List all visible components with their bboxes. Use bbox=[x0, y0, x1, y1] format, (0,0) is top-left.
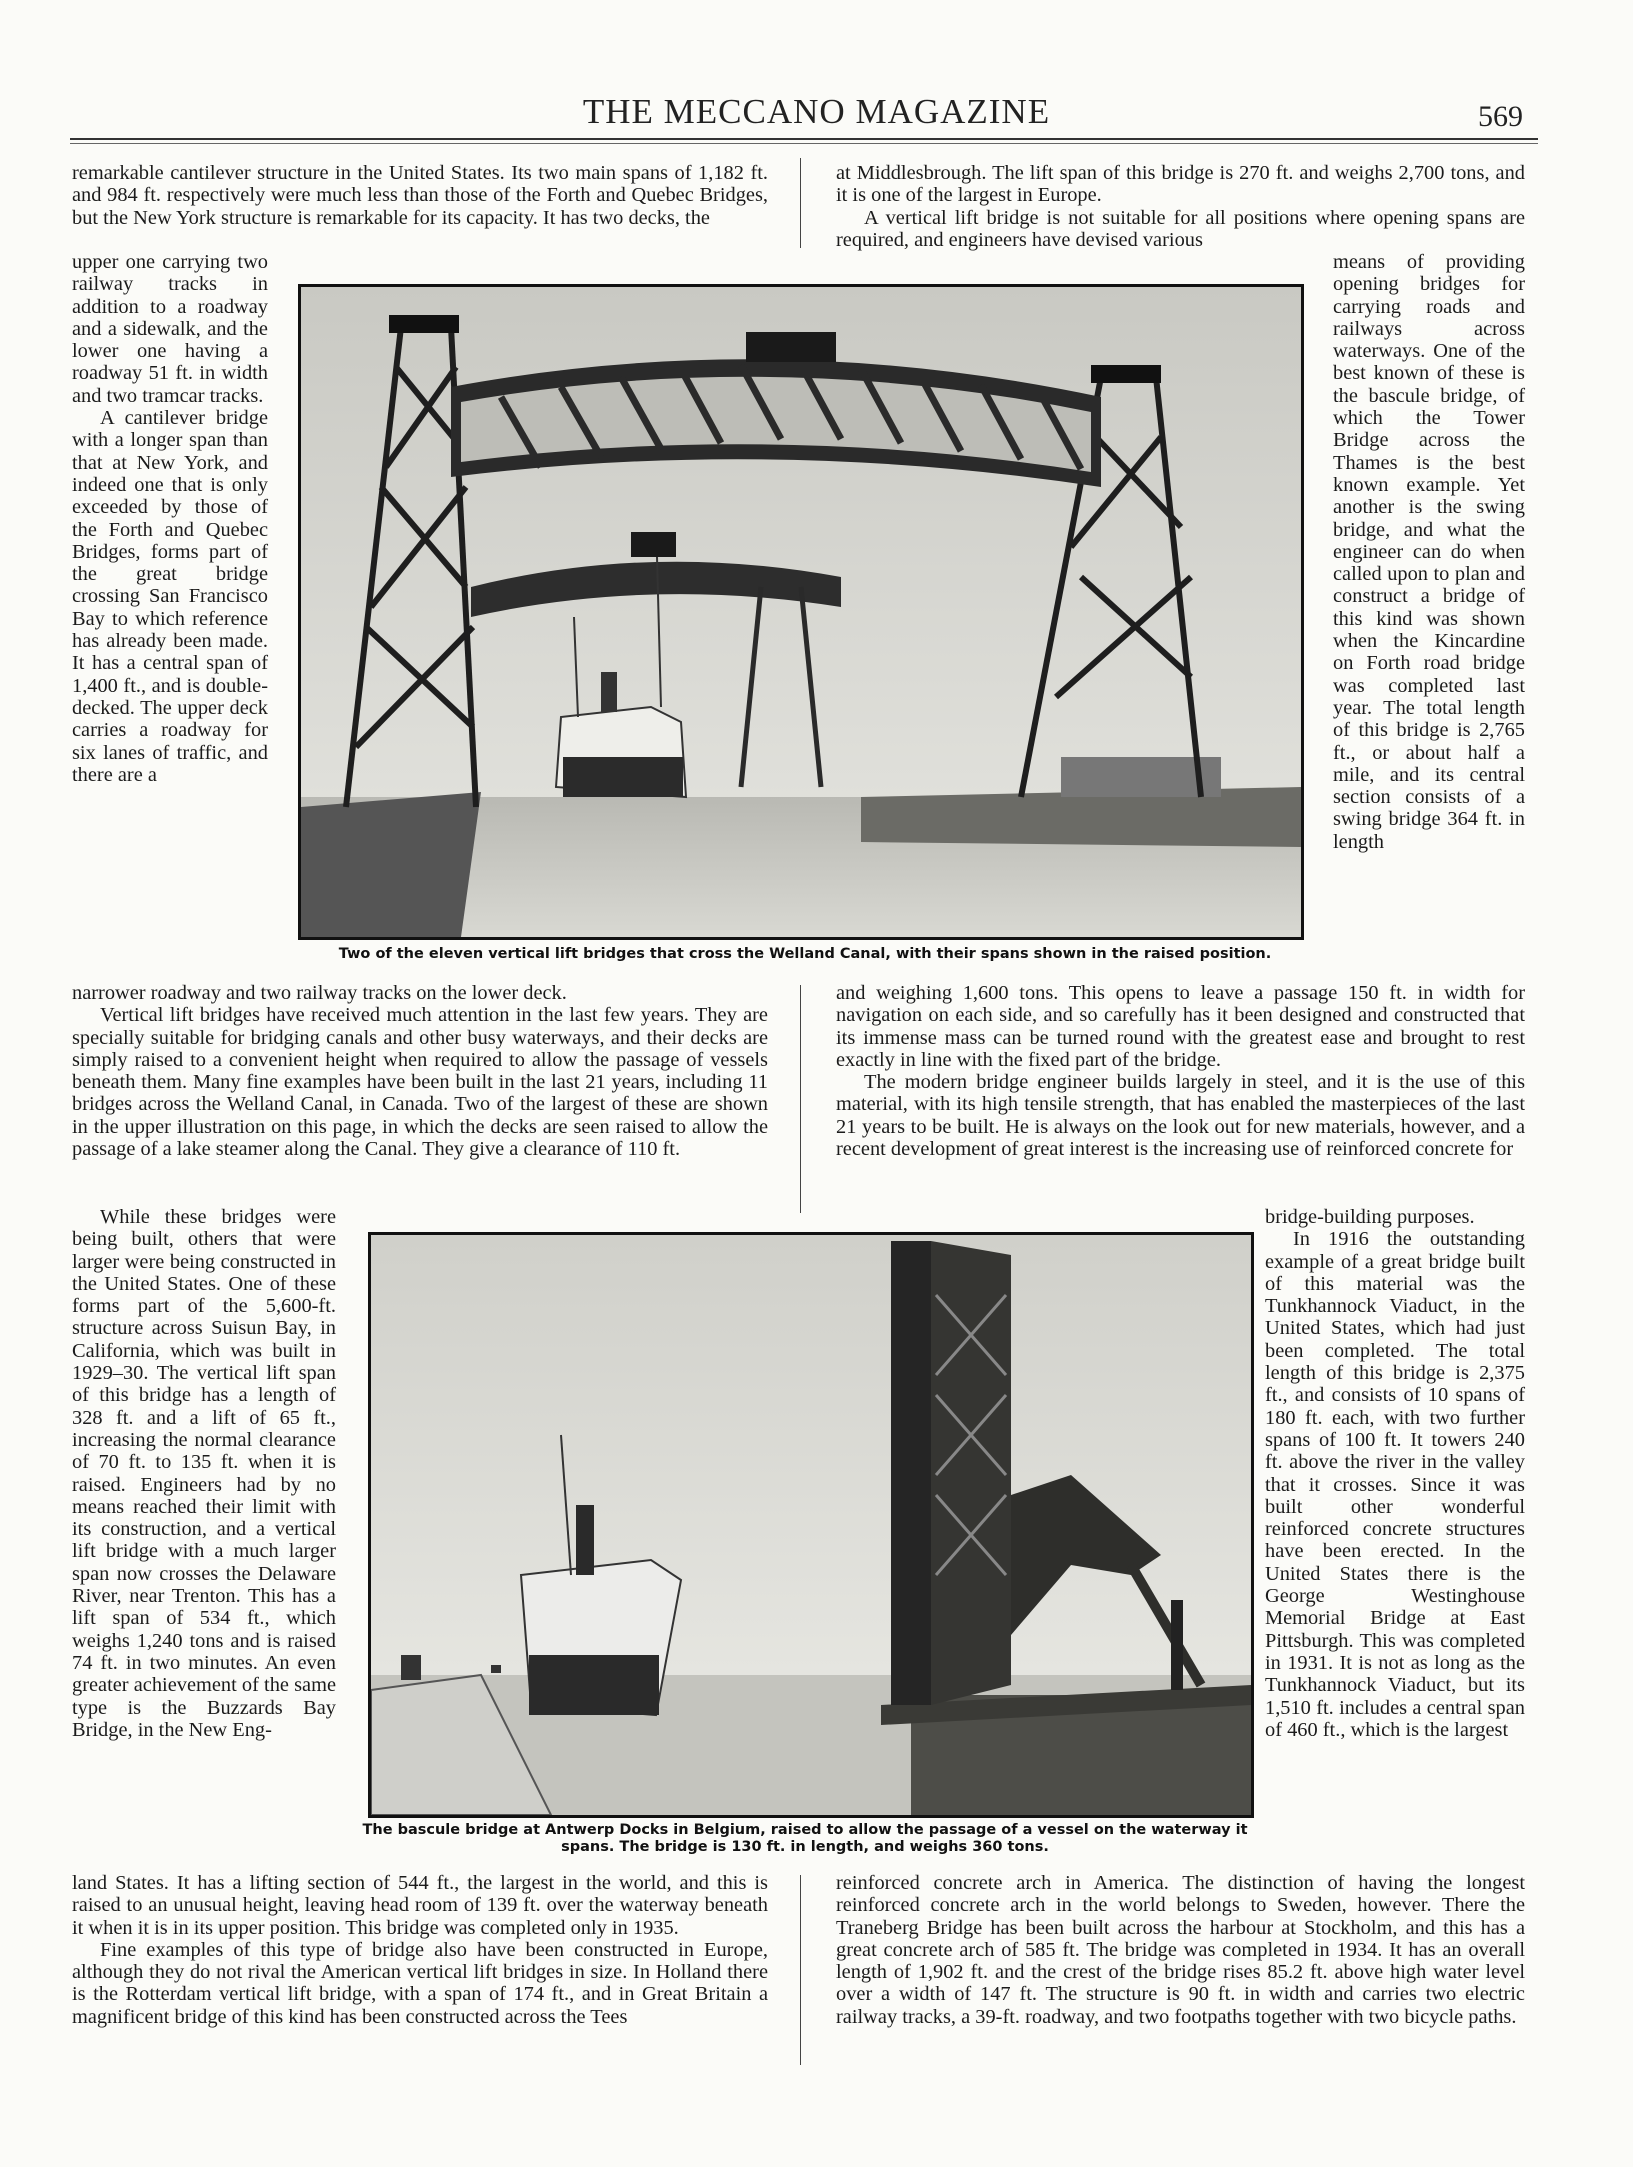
column-divider bbox=[800, 1875, 801, 2065]
photo-caption: The bascule bridge at Antwerp Docks in Belgium, raised to allow the passage of a vessel on the waterway it spans. The bridge is 130 ft. in length, and weighs 360 tons. bbox=[362, 1822, 1248, 1855]
paragraph bbox=[72, 1206, 336, 1741]
paragraph: A vertical lift bridge is not suitable for all positions where opening spans are required, and engineers have devised various bbox=[836, 206, 1525, 251]
magazine-title: THE MECCANO MAGAZINE bbox=[582, 92, 1051, 131]
paragraph: The modern bridge engineer builds largely in steel, and it is the use of this material, with its high tensile strength, that has enabled the masterpieces of the last 21 years to be built. He is always on the look out for new materials, however, and a recent development of great interest is the increasing use of reinforced concrete for bbox=[836, 1071, 1525, 1161]
bascule-bridge-illustration bbox=[371, 1235, 1251, 1815]
paragraph: Vertical lift bridges have received much attention in the last few years. They are specially suitable for bridging canals and other busy waterways, and their decks are simply raised to a convenient height when required to allow the passage of vessels beneath them. Many fine examples have been built in the last 21 years, including 11 bridges across the Welland Canal, in Canada. Two of the largest of these are shown in the upper illustration on this page, in which the decks are seen raised to allow the passage of a lake steamer along the Canal. They give a clearance of 110 ft. bbox=[72, 1004, 768, 1161]
paragraph: reinforced concrete arch in America. The distinction of having the longest reinforced concrete arch in the world belongs to Sweden, however. There the Traneberg Bridge has been built across the harbour at Stockholm, and this has a great concrete arch of 585 ft. The bridge was completed in 1934. It has an overall length of 1,902 ft. and the crest of the bridge rises 85.2 ft. above high water level over a width of 147 ft. The structure is 90 ft. in width and carries two electric railway tracks, a 39-ft. roadway, and two footpaths together with two bicycle paths. bbox=[836, 1872, 1525, 2028]
paragraph: and weighing 1,600 tons. This opens to leave a passage 150 ft. in width for navigation on each side, and so carefully has it been designed and constructed that its immense mass can be turned round with the greatest ease and brought to rest exactly in line with the fixed part of the bridge. bbox=[836, 982, 1525, 1071]
text-wrap-right bbox=[1265, 1206, 1525, 1741]
column-divider bbox=[800, 985, 801, 1213]
paragraph: A cantilever bridge with a longer span than that at New York, and indeed one that is only exceeded by those of the Forth and Quebec Bridges, forms part of the great bridge crossing San Francisco Bay to which reference has already been made. It has a central span of 1,400 ft., and is double-decked. The upper deck carries a roadway for six lanes of traffic, and there are a bbox=[72, 407, 268, 786]
paragraph: at Middlesbrough. The lift span of this bridge is 270 ft. and weighs 2,700 tons, and it is one of the largest in Europe. bbox=[836, 162, 1525, 207]
photo-welland-lift-bridges bbox=[298, 284, 1304, 940]
text-block-left-bottom bbox=[72, 1872, 768, 2028]
paragraph: upper one carrying two railway tracks in addition to a roadway and a sidewalk, and the lower one having a roadway 51 ft. in width and two tramcar tracks. bbox=[72, 251, 268, 407]
paragraph: Fine examples of this type of bridge also have been constructed in Europe, although they do not rival the American vertical lift bridges in size. In Holland there is the Rotterdam vertical lift bridge, with a span of 174 ft., and in Great Britain a magnificent bridge of this kind has been constructed across the Tees bbox=[72, 1938, 768, 2028]
text-block-right-top bbox=[836, 162, 1525, 251]
header-rule bbox=[70, 138, 1538, 140]
photo-antwerp-bascule-bridge bbox=[368, 1232, 1254, 1818]
paragraph: bridge-building purposes. bbox=[1265, 1206, 1475, 1228]
page-number: 569 bbox=[1478, 100, 1523, 133]
header-rule-thin bbox=[70, 143, 1538, 144]
paragraph: narrower roadway and two railway tracks on the lower deck. bbox=[72, 982, 567, 1004]
paragraph: remarkable cantilever structure in the United States. Its two main spans of 1,182 ft. and 984 ft. respectively were much less than those of the Forth and Quebec Bridges, but the New York structure is remarkable for its capacity. It has two decks, the bbox=[72, 162, 768, 229]
photo-caption: Two of the eleven vertical lift bridges that cross the Welland Canal, with their spans shown in the raised position. bbox=[338, 946, 1272, 962]
text-block-left-mid bbox=[72, 982, 768, 1160]
paragraph: means of providing opening bridges for carrying roads and railways across waterways. One of the best known of these is the bascule bridge, of which the Tower Bridge across the Thames is the best known example. Yet another is the swing bridge, and what the engineer can do when called upon to plan and construct a bridge of this kind was shown when the Kincardine on Forth road bridge was completed last year. The total length of this bridge is 2,765 ft., or about half a mile, and its central section consists of a swing bridge 364 ft. in length bbox=[1333, 251, 1525, 853]
column-divider bbox=[800, 158, 801, 248]
text-block-right-mid bbox=[836, 982, 1525, 1160]
paragraph-text: While these bridges were being built, others that were larger were being constructed in the United States. One of these forms part of the 5,600-ft. structure across Suisun Bay, in California, which was built in 1929–30. The vertical lift span of this bridge has a length of 328 ft. and a lift of 65 ft., increasing the normal clearance of 70 ft. to 135 ft. when it is raised. Engineers had by no means reached their limit with its construction, and a vertical lift bridge with a much larger span now crosses the Delaware River, near Trenton. This has a lift span of 534 ft., which weighs 1,240 tons and is raised 74 ft. in two minutes. An even greater achievement of the same type is the Buzzards Bay Bridge, in the New Eng- bbox=[72, 1206, 336, 1741]
paragraph: land States. It has a lifting section of 544 ft., the largest in the world, and this is raised to an unusual height, leaving head room of 139 ft. over the waterway beneath it when it is in its upper position. This bridge was completed only in 1935. bbox=[72, 1872, 768, 1939]
lift-bridge-illustration bbox=[301, 287, 1301, 937]
paragraph: In 1916 the outstanding example of a great bridge built of this material was the Tunkhannock Viaduct, in the United States, which had just been completed. The total length of this bridge is 2,375 ft., and consists of 10 spans of 180 ft. each, with two further spans of 100 ft. It towers 240 ft. above the river in the valley that it crosses. Since it was built other wonderful reinforced concrete structures have been erected. In the United States there is the George Westinghouse Memorial Bridge at East Pittsburgh. This was completed in 1931. It is not as long as the Tunkhannock Viaduct, but its 1,510 ft. includes a central span of 460 ft., which is the largest bbox=[1265, 1228, 1525, 1741]
text-wrap-left bbox=[72, 251, 268, 786]
